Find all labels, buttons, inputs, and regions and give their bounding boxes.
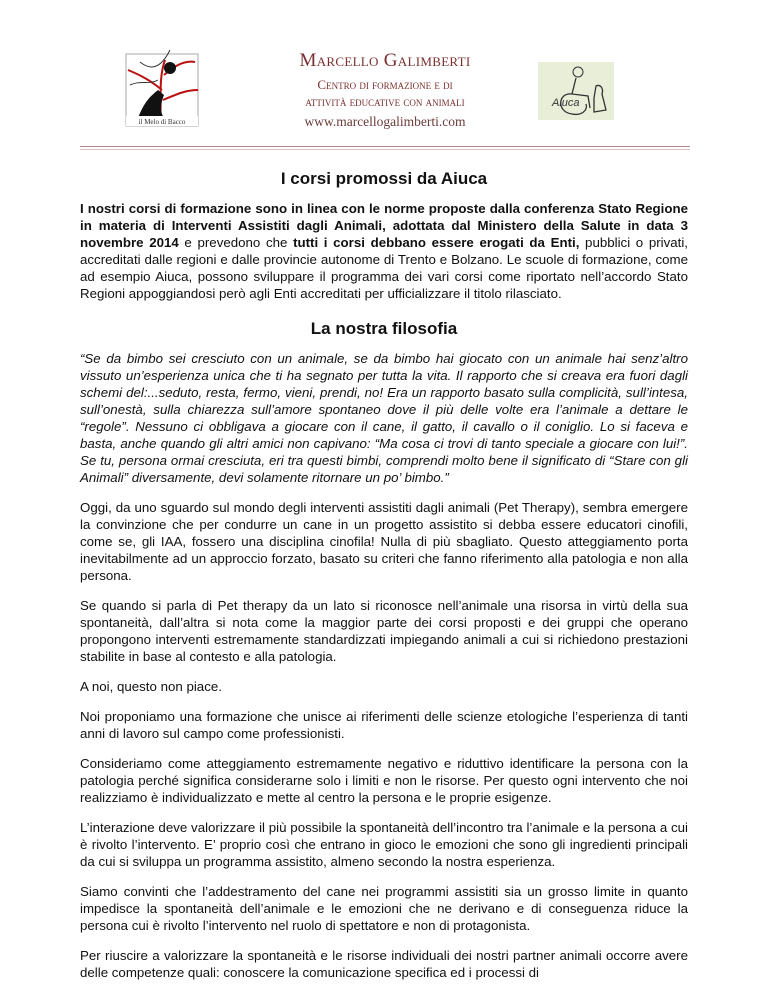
paragraph: Noi proponiamo una formazione che unisce ai riferimenti delle scienze etologiche l’esperienza di tanti anni di lavoro sul campo come professionisti. [80,709,688,741]
section-title-corsi: I corsi promossi da Aiuca [280,169,488,188]
melo-di-bacco-logo [120,40,202,128]
paragraph: L’interazione deve valorizzare il più possibile la spontaneità dell’incontro tra l’animale e la persona a cui è rivolto l’intervento. E’ proprio così che entrano in gioco le emozioni che sono gli ingredienti principali da cui si sviluppa un programma assistito, almeno secondo la nostra esperienza. [80,820,688,869]
letterhead-url: www.marcellogalimberti.com [304,114,466,129]
logo-right-text: Aiuca [552,97,580,109]
document-body [80,170,688,994]
paragraph-corsi [80,200,688,302]
paragraph: Consideriamo come atteggiamento estremamente negativo e riduttivo identificare la persona con la patologia perché significa considerarne solo i limiti e non le risorse. Per questo ogni intervento che noi realizziamo è individualizzato e mette al centro la persona e le proprie esigenze. [80,756,688,805]
text: pubblici o privati, accreditati dalle regioni e dalle provincie autonome di Trento e Bolzano. Le scuole di formazione, come ad esempio Aiuca, possono sviluppare il programma dei vari corsi come riportato nell’accordo Stato Regioni appoggiandosi però agli Enti accreditati per ufficializzare il titolo rilasciato. [80,235,689,301]
letterhead-subtitle-1: Centro di formazione e di [317,77,453,92]
paragraph: Se quando si parla di Pet therapy da un lato si riconosce nell’animale una risorsa in virtù della sua spontaneità, dall’altra si nota come la maggior parte dei corsi proposti e dei gruppi che operano propongono interventi estremamente standardizzati impiegando animali a cui si richiedono prestazioni stabilite in base al contesto e alla patologia. [80,598,688,664]
paragraph: Per riuscire a valorizzare la spontaneità e le risorse individuali dei nostri partner animali occorre avere delle competenze quali: conoscere la comunicazione specifica ed i processi di [80,948,688,980]
text: e prevedono che [178,235,294,250]
aiuca-logo [538,62,614,120]
letterhead-subtitle-2: attività educative con animali [305,94,465,109]
paragraph: Siamo convinti che l’addestramento del cane nei programmi assistiti sia un grosso limite in quanto impedisce la spontaneità dell’animale e le emozioni che ne derivano e di conseguenza riduce la persona cui è rivolto l’intervento nel ruolo di spettatore e non di protagonista. [80,884,688,933]
section-title-filosofia: La nostra filosofia [310,319,458,338]
paragraph: A noi, questo non piace. [80,679,222,694]
paragraph-quote: “Se da bimbo sei cresciuto con un animale, se da bimbo hai giocato con un animale hai senz’altro vissuto un’esperienza unica che ti ha segnato per tutta la vita. Il rapporto che si creava era fuori dagli schemi del:...seduto, resta, fermo, vieni, prendi, no! Era un rapporto basato sulla complicità, sull’intesa, sull’onestà, sulla chiarezza sull’amore spontaneo dove il più delle volte era l’animale a dettare le “regole”. Nessuno ci obbligava a giocare con il cane, il gatto, il cavallo o il coniglio. Lo si faceva e basta, anche quando gli altri amici non capivano: “Ma cosa ci trovi di tanto speciale a giocare con lui!”. Se tu, persona ormai cresciuta, eri tra questi bimbi, comprendi molto bene il significato di “Stare con gli Animali” diversamente, devi solamente ritornare un po’ bimbo.” [80,351,688,485]
header-divider [80,146,690,150]
letterhead-name: Marcello Galimberti [299,50,471,71]
paragraph: Oggi, da uno sguardo sul mondo degli interventi assistiti dagli animali (Pet Therapy), sembra emergere la convinzione che per condurre un cane in un progetto assistito si debba essere educatori cinofili, come se, gli IAA, fossero una disciplina cinofila! Nulla di più sbagliato. Questo atteggiamento porta inevitabilmente ad un approccio forzato, basato su criteri che fanno riferimento alla patologia e non alla persona. [80,500,688,583]
letterhead [240,50,530,130]
bold-text: tutti i corsi debbano essere erogati da Enti, [293,235,580,250]
bold-text: I nostri corsi di formazione sono in linea con le norme proposte dalla conferenza Stato Regione in materia di Interventi Assistiti dagli Animali, adottata dal Ministero della Salute in data 3 novembre 2014 [80,201,688,250]
logo-left-text: il Melo di Bacco [138,118,186,126]
